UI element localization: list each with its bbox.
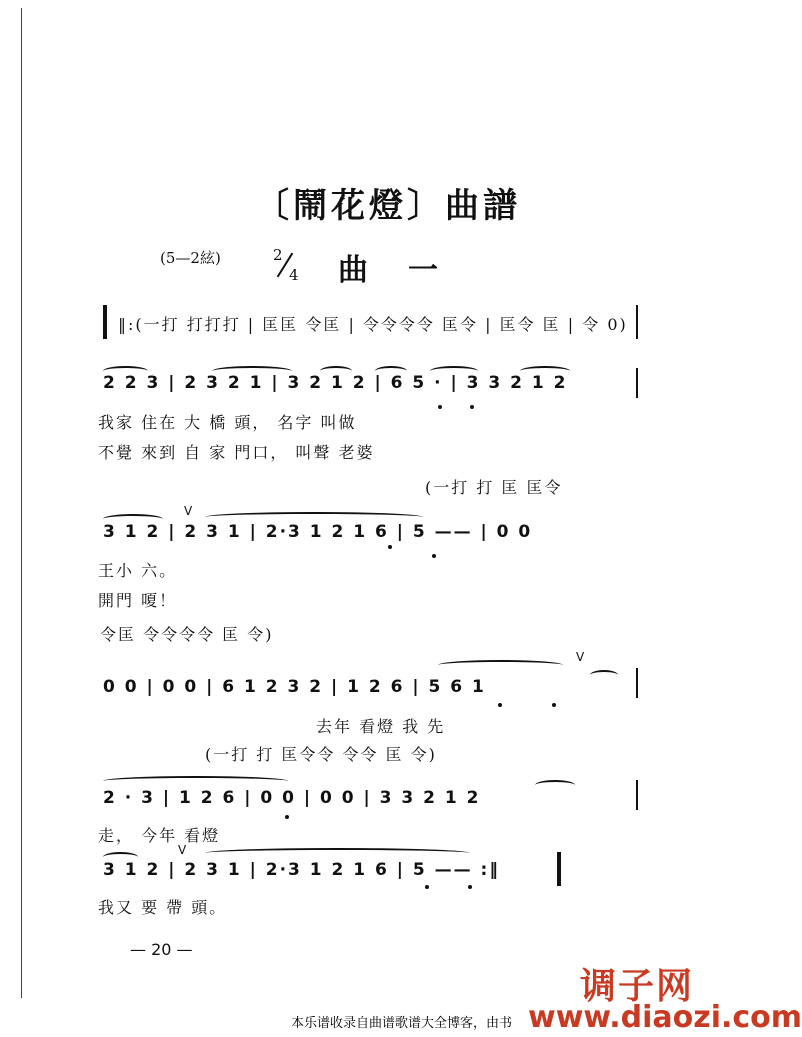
lyrics-line-3a: 王小 六。 [98,561,178,580]
watermark-logo: 调子网 [580,966,695,1007]
footer-credit: 本乐谱收录自曲谱歌谱大全博客，由书 [291,1016,513,1031]
time-numerator: 2 [273,246,283,264]
notes-line-2: 2 2 3 | 2 3 2 1 | 3 2 1 2 | 6 5 · | 3 3 2 1 2 [103,373,568,393]
left-margin-rule [21,8,22,998]
time-denominator: 4 [289,266,299,284]
tune-label: 曲一 [338,253,478,288]
watermark-url: www.diaozi.com [528,1000,802,1035]
notes-line-7: 2 · 3 | 1 2 6 | 0 0 | 0 0 | 3 3 2 1 2 [103,788,481,808]
time-signature [273,246,299,284]
percussion-line-3: (一打 打 匡 匡令 [425,478,563,497]
lyrics-line-2b: 不覺 來到 自 家 門口， 叫聲 老婆 [98,443,375,462]
percussion-line-4: 令匡 令令令令 匡 令) [100,625,274,644]
lyrics-line-7: 走， 今年 看燈 [98,826,221,845]
percussion-line-1: ‖:(一打 打打打 | 匡匡 令匡 | 令令令令 匡令 | 匡令 匡 | 令 0) [118,315,628,334]
lyrics-line-8: 我又 要 帶 頭。 [98,898,228,917]
percussion-line-6: (一打 打 匡令令 令令 匡 令) [205,745,437,764]
lyrics-line-5: 去年 看燈 我 先 [316,717,446,736]
page-title: 〔鬧花燈〕曲譜 [255,186,521,226]
lyrics-line-2a: 我家 住在 大 橋 頭， 名字 叫做 [98,413,357,432]
notes-line-5: 0 0 | 0 0 | 6 1 2 3 2 | 1 2 6 | 5 6 1 [103,677,486,697]
notes-line-8: 3 1 2 | 2 3 1 | 2·3 1 2 1 6 | 5 —— :‖ [103,860,500,880]
tuning-label: (5—2絃) [160,249,221,267]
lyrics-line-3b: 開門 嗄！ [98,591,178,610]
page-number: — 20 — [130,940,193,959]
notes-line-3: 3 1 2 | 2 3 1 | 2·3 1 2 1 6 | 5 —— | 0 0 [103,522,533,542]
